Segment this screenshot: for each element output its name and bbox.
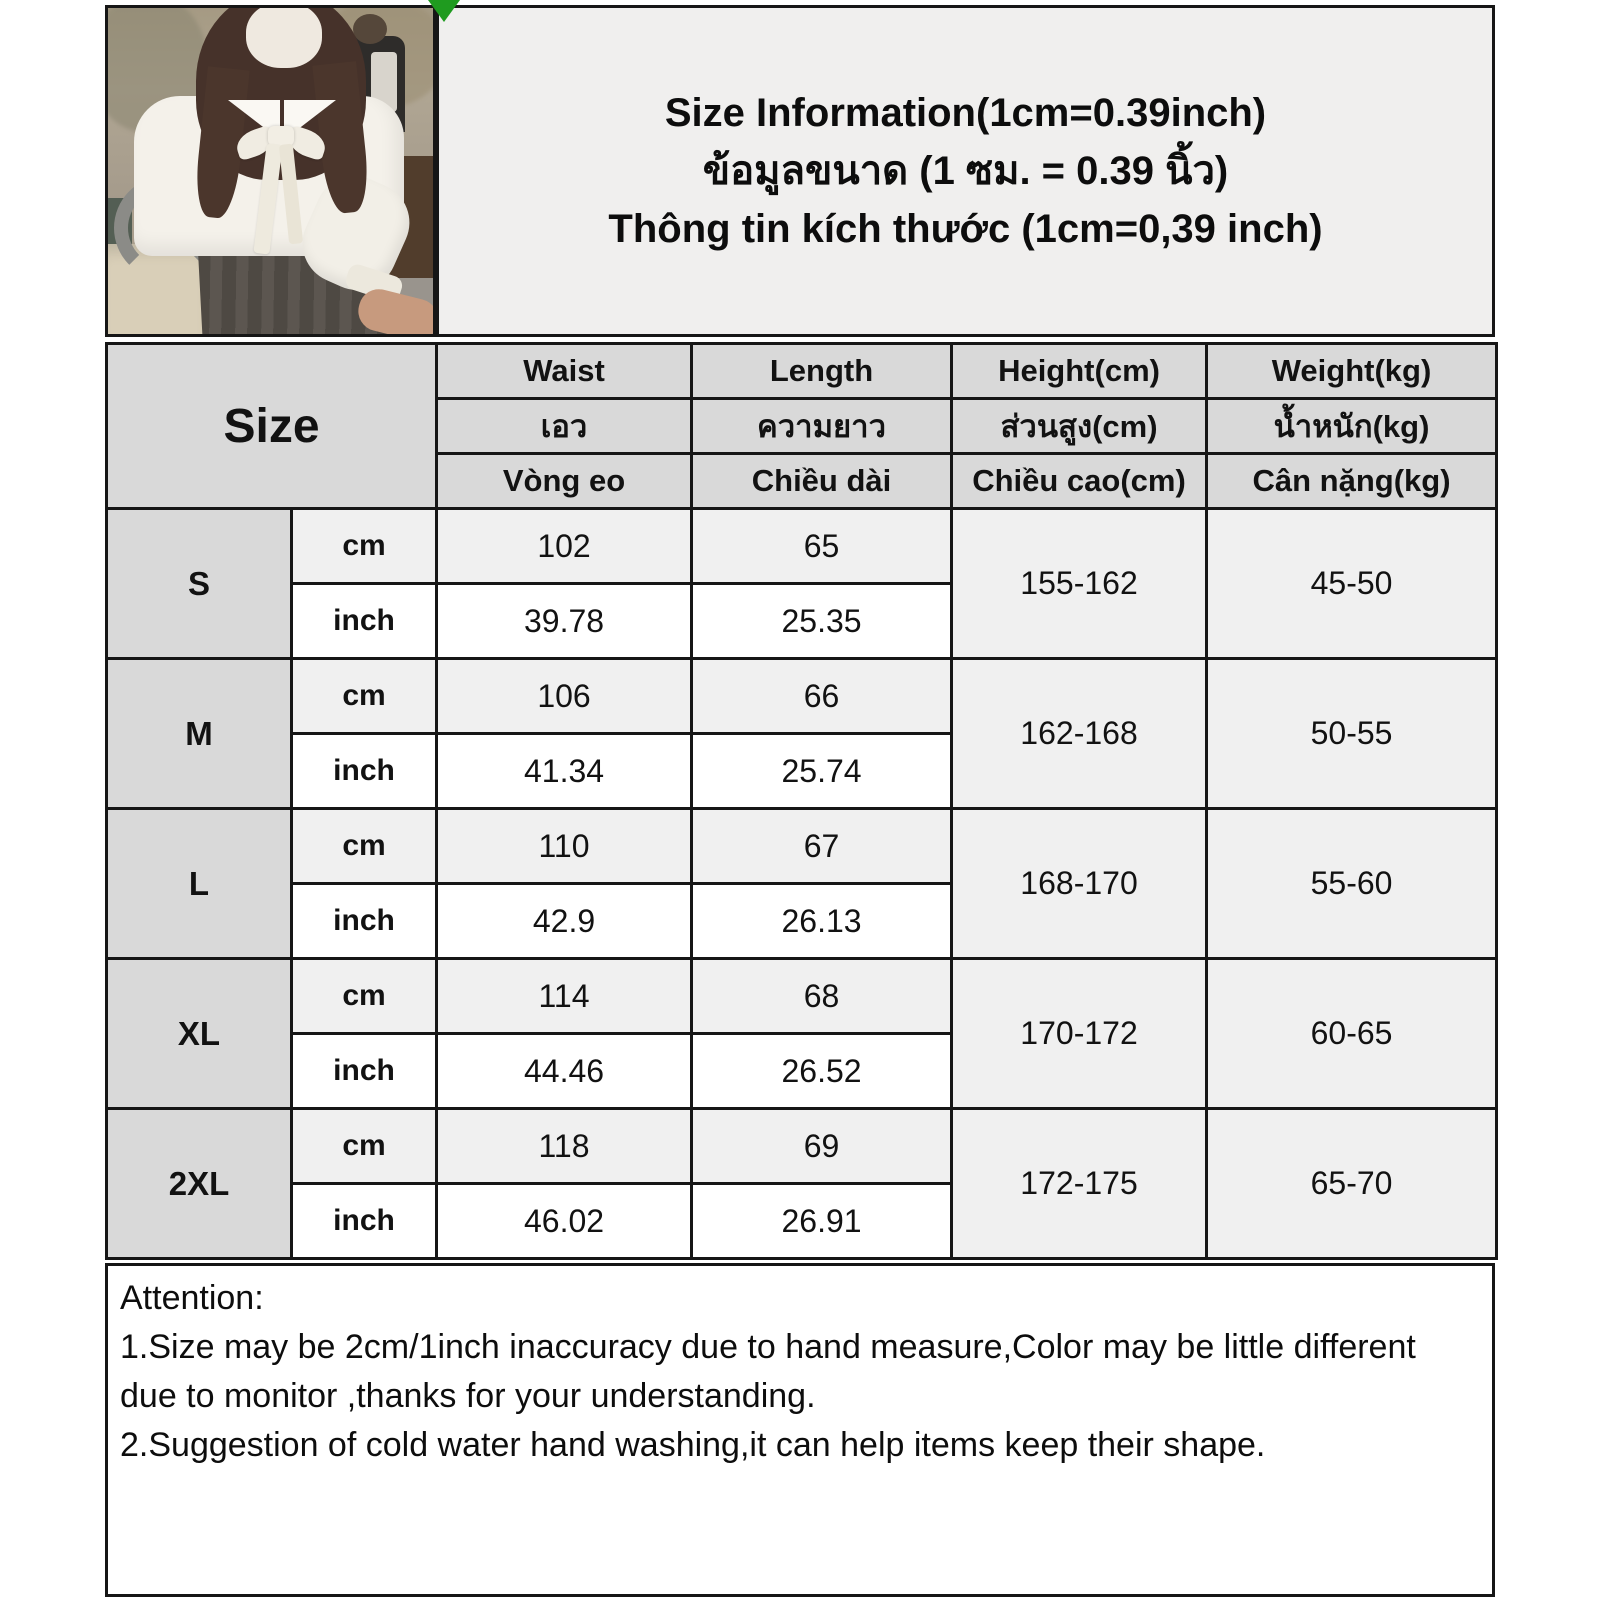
- attention-note-1: 1.Size may be 2cm/1inch inaccuracy due to hand measure,Color may be little different due to monitor ,thanks for your understanding.: [120, 1328, 1416, 1415]
- table-row: [107, 809, 1497, 884]
- photo-background-person: [353, 14, 387, 44]
- unit-inch-label: inch: [292, 1034, 437, 1109]
- waist-cm-value: 102: [437, 509, 692, 584]
- waist-inch-value: 44.46: [437, 1034, 692, 1109]
- waist-inch-value: 42.9: [437, 884, 692, 959]
- title-vietnamese: Thông tin kích thước (1cm=0,39 inch): [608, 207, 1323, 251]
- length-inch-value: 25.35: [692, 584, 952, 659]
- attention-note-2: 2.Suggestion of cold water hand washing,it can help items keep their shape.: [120, 1426, 1266, 1464]
- height-range-value: 170-172: [952, 959, 1207, 1109]
- column-header-height-en: Height(cm): [952, 344, 1207, 399]
- table-row: [107, 659, 1497, 734]
- waist-cm-value: 106: [437, 659, 692, 734]
- product-photo: [105, 5, 436, 337]
- size-label-xl: XL: [107, 959, 292, 1109]
- attention-box: [105, 1263, 1495, 1597]
- header-row-en: [107, 344, 1497, 399]
- length-inch-value: 26.13: [692, 884, 952, 959]
- weight-range-value: 60-65: [1207, 959, 1497, 1109]
- unit-inch-label: inch: [292, 884, 437, 959]
- title-english: Size Information(1cm=0.39inch): [664, 91, 1267, 135]
- weight-range-value: 50-55: [1207, 659, 1497, 809]
- column-header-length-th: ความยาว: [692, 399, 952, 454]
- length-cm-value: 69: [692, 1109, 952, 1184]
- size-label-m: M: [107, 659, 292, 809]
- length-inch-value: 25.74: [692, 734, 952, 809]
- size-table: [105, 342, 1498, 1260]
- unit-cm-label: cm: [292, 809, 437, 884]
- unit-cm-label: cm: [292, 1109, 437, 1184]
- length-cm-value: 66: [692, 659, 952, 734]
- column-header-height-th: ส่วนสูง(cm): [952, 399, 1207, 454]
- length-inch-value: 26.52: [692, 1034, 952, 1109]
- waist-cm-value: 110: [437, 809, 692, 884]
- unit-inch-label: inch: [292, 584, 437, 659]
- size-label-l: L: [107, 809, 292, 959]
- unit-cm-label: cm: [292, 509, 437, 584]
- column-header-length-vi: Chiều dài: [692, 454, 952, 509]
- weight-range-value: 65-70: [1207, 1109, 1497, 1259]
- table-row: [107, 509, 1497, 584]
- size-column-header: Size: [107, 344, 437, 509]
- waist-inch-value: 46.02: [437, 1184, 692, 1259]
- waist-inch-value: 39.78: [437, 584, 692, 659]
- column-header-waist-th: เอว: [437, 399, 692, 454]
- waist-cm-value: 114: [437, 959, 692, 1034]
- column-header-length-en: Length: [692, 344, 952, 399]
- unit-cm-label: cm: [292, 959, 437, 1034]
- size-label-2xl: 2XL: [107, 1109, 292, 1259]
- column-header-waist-vi: Vòng eo: [437, 454, 692, 509]
- length-inch-value: 26.91: [692, 1184, 952, 1259]
- waist-cm-value: 118: [437, 1109, 692, 1184]
- height-range-value: 172-175: [952, 1109, 1207, 1259]
- size-label-s: S: [107, 509, 292, 659]
- attention-heading: Attention:: [120, 1279, 264, 1317]
- waist-inch-value: 41.34: [437, 734, 692, 809]
- unit-inch-label: inch: [292, 1184, 437, 1259]
- length-cm-value: 65: [692, 509, 952, 584]
- column-header-weight-vi: Cân nặng(kg): [1207, 454, 1497, 509]
- unit-inch-label: inch: [292, 734, 437, 809]
- height-range-value: 155-162: [952, 509, 1207, 659]
- title-thai: ข้อมูลขนาด (1 ซม. = 0.39 นิ้ว): [702, 149, 1229, 193]
- unit-cm-label: cm: [292, 659, 437, 734]
- column-header-weight-en: Weight(kg): [1207, 344, 1497, 399]
- column-header-weight-th: น้ำหนัก(kg): [1207, 399, 1497, 454]
- column-header-waist-en: Waist: [437, 344, 692, 399]
- photo-face-mask: [246, 5, 322, 68]
- weight-range-value: 45-50: [1207, 509, 1497, 659]
- green-corner-flag-icon: [428, 0, 460, 22]
- height-range-value: 162-168: [952, 659, 1207, 809]
- weight-range-value: 55-60: [1207, 809, 1497, 959]
- table-row: [107, 959, 1497, 1034]
- title-box: [436, 5, 1495, 337]
- length-cm-value: 68: [692, 959, 952, 1034]
- column-header-height-vi: Chiều cao(cm): [952, 454, 1207, 509]
- length-cm-value: 67: [692, 809, 952, 884]
- height-range-value: 168-170: [952, 809, 1207, 959]
- table-row: [107, 1109, 1497, 1184]
